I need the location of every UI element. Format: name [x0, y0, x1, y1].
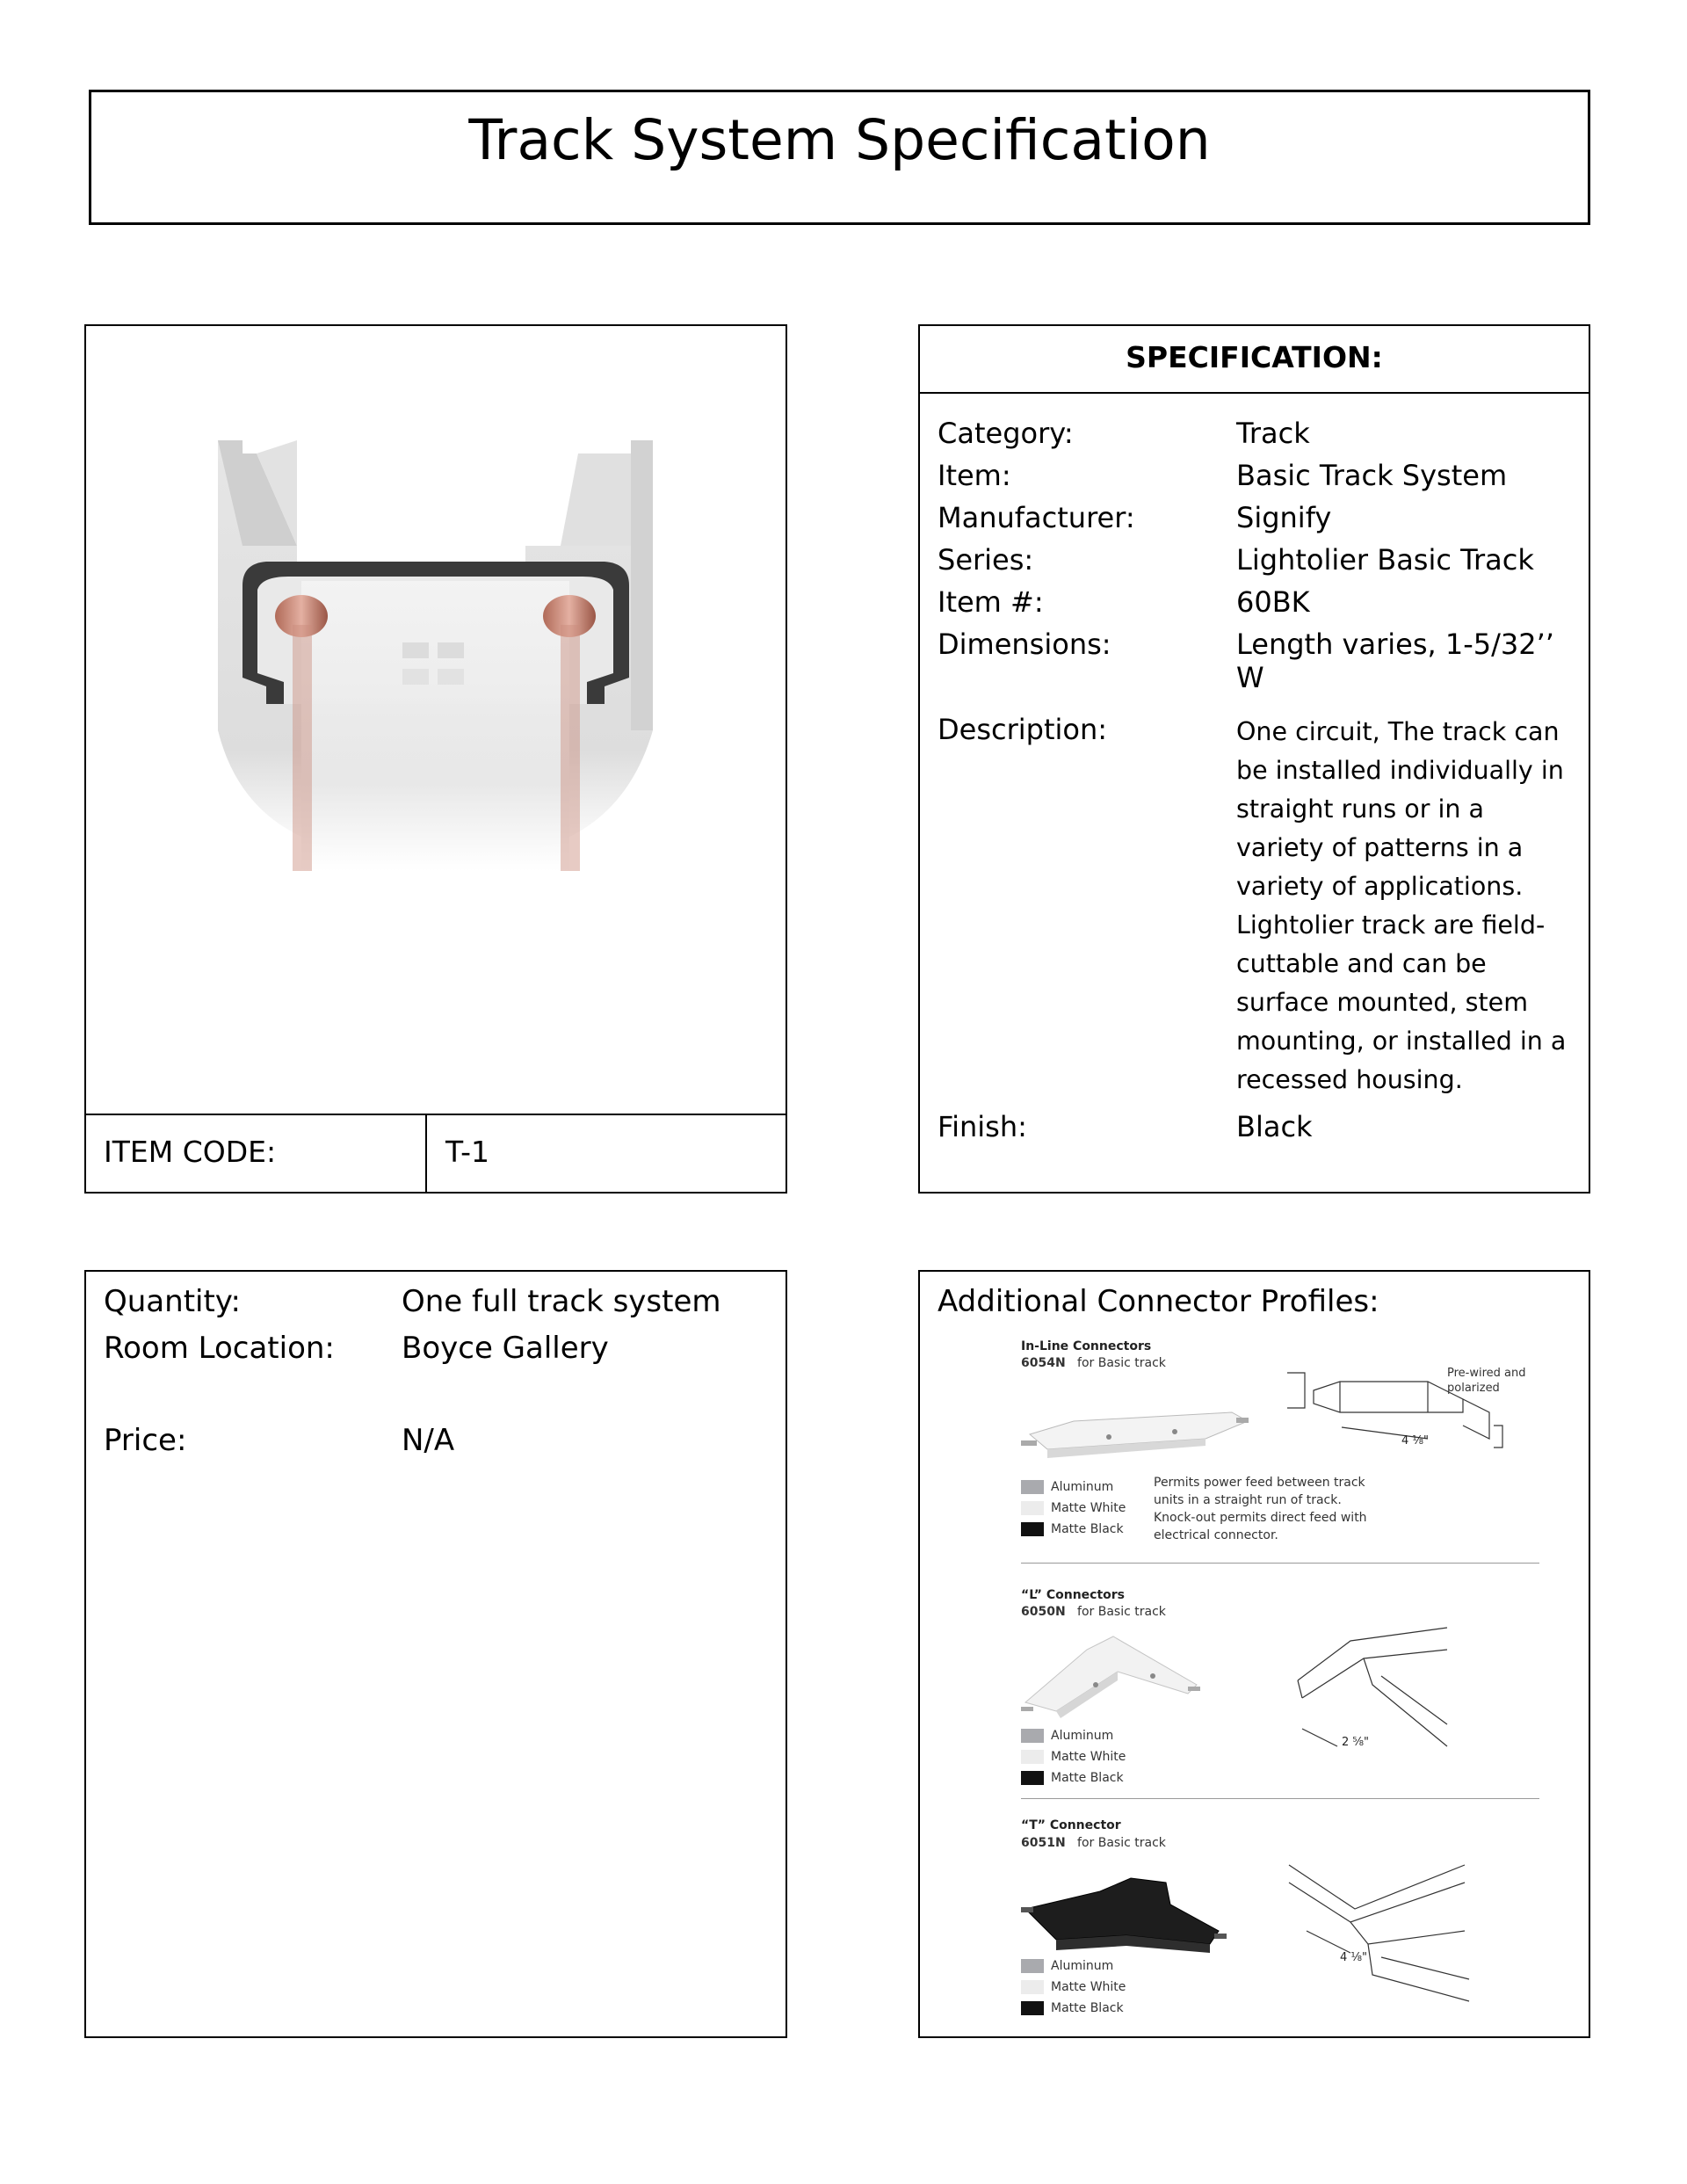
t-finish-aluminum [1021, 1959, 1113, 1977]
page-title: Track System Specification [468, 108, 1211, 172]
l-connector-code: 6050N [1021, 1605, 1066, 1619]
swatch-aluminum [1021, 1480, 1044, 1494]
swatch-matte-white [1021, 1750, 1044, 1764]
swatch-matte-black [1021, 2001, 1044, 2015]
spec-label-manufacturer: Manufacturer: [938, 501, 1135, 534]
section-divider [1021, 1798, 1539, 1799]
finish-label: Aluminum [1051, 1729, 1114, 1743]
t-connector-image [1021, 1865, 1232, 1962]
finish-label: Matte Black [1051, 1771, 1124, 1785]
t-connector-for: for Basic track [1077, 1836, 1166, 1850]
inline-connector-subtitle [1021, 1356, 1166, 1370]
quantity-value: One full track system [402, 1284, 721, 1319]
t-finish-matte-white [1021, 1980, 1126, 1998]
t-finish-matte-black [1021, 2001, 1124, 2019]
inline-finish-aluminum [1021, 1480, 1113, 1498]
track-profile-image [86, 326, 786, 1117]
track-photo [86, 326, 786, 1117]
spec-label-item-number: Item #: [938, 585, 1044, 619]
t-dimension-label: 4 ⅛" [1340, 1951, 1367, 1964]
spec-value-category: Track [1236, 417, 1310, 450]
inline-connector-code: 6054N [1021, 1356, 1066, 1370]
l-connector-drawing [1285, 1623, 1460, 1773]
t-connector-subtitle [1021, 1836, 1166, 1850]
connector-profiles-panel [918, 1270, 1590, 2038]
room-location-label: Room Location: [104, 1331, 335, 1366]
price-label: Price: [104, 1423, 187, 1458]
l-finish-matte-black [1021, 1771, 1124, 1789]
spec-label-dimensions: Dimensions: [938, 628, 1111, 661]
item-code-row [86, 1114, 786, 1192]
t-connector-code: 6051N [1021, 1836, 1066, 1850]
finish-label: Matte Black [1051, 2001, 1124, 2015]
swatch-aluminum [1021, 1729, 1044, 1743]
spec-header: SPECIFICATION: [920, 326, 1589, 394]
room-location-value: Boyce Gallery [402, 1331, 609, 1366]
t-connector-drawing [1285, 1861, 1473, 2010]
spec-label-item: Item: [938, 459, 1011, 492]
spec-value-description: One circuit, The track can be installed individually in straight runs or in a variety of patterns in a variety of applications. Lightolier track are field-cuttable and can be surface mounted, stem mounting, or installed in a recessed housing. [1236, 717, 1567, 1094]
inline-connector-description: Permits power feed between track units in a straight run of track. Knock-out permits direct feed with electrical connector. [1154, 1476, 1367, 1542]
spec-value-item-number: 60BK [1236, 585, 1310, 619]
inline-connector-image [1021, 1395, 1249, 1465]
t-connector-title: “T” Connector [1021, 1818, 1121, 1832]
swatch-matte-white [1021, 1980, 1044, 1994]
product-photo-panel [84, 324, 787, 1194]
spec-value-manufacturer: Signify [1236, 501, 1332, 534]
section-divider [1021, 1563, 1539, 1564]
spec-value-dimensions: Length varies, 1-5/32’’ W [1236, 628, 1554, 694]
finish-label: Matte White [1051, 1501, 1126, 1515]
swatch-matte-white [1021, 1501, 1044, 1515]
l-connector-title: “L” Connectors [1021, 1588, 1126, 1602]
quantity-label: Quantity: [104, 1284, 241, 1319]
finish-label: Matte Black [1051, 1522, 1124, 1536]
inline-dimension-label: 4 ⅛" [1401, 1434, 1429, 1448]
spec-label-description: Description: [938, 713, 1108, 746]
inline-finish-matte-white [1021, 1501, 1126, 1519]
l-dimension-label: 2 ⅝" [1342, 1736, 1369, 1749]
spec-value-finish: Black [1236, 1110, 1313, 1143]
inline-connector-for: for Basic track [1077, 1356, 1166, 1370]
swatch-matte-black [1021, 1522, 1044, 1536]
title-box [89, 90, 1590, 225]
spec-value-series: Lightolier Basic Track [1236, 543, 1534, 577]
inline-prewired-note: Pre-wired and polarized [1447, 1367, 1526, 1395]
l-connector-image [1021, 1623, 1206, 1720]
l-connector-subtitle [1021, 1605, 1166, 1619]
spec-label-finish: Finish: [938, 1110, 1027, 1143]
finish-label: Aluminum [1051, 1480, 1114, 1494]
quantity-panel [84, 1270, 787, 2038]
item-code-label: ITEM CODE: [104, 1135, 277, 1169]
l-finish-aluminum [1021, 1729, 1113, 1746]
item-code-value: T-1 [445, 1135, 490, 1169]
spec-label-category: Category: [938, 417, 1074, 450]
inline-finish-matte-black [1021, 1522, 1124, 1540]
spec-value-item: Basic Track System [1236, 459, 1508, 492]
item-code-divider [425, 1115, 427, 1192]
inline-connector-title: In-Line Connectors [1021, 1339, 1152, 1353]
price-value: N/A [402, 1423, 455, 1458]
swatch-matte-black [1021, 1771, 1044, 1785]
specification-panel [918, 324, 1590, 1194]
l-finish-matte-white [1021, 1750, 1126, 1767]
connector-profiles-title: Additional Connector Profiles: [938, 1284, 1379, 1319]
finish-label: Matte White [1051, 1750, 1126, 1764]
spec-label-series: Series: [938, 543, 1034, 577]
finish-label: Matte White [1051, 1980, 1126, 1994]
swatch-aluminum [1021, 1959, 1044, 1973]
finish-label: Aluminum [1051, 1959, 1114, 1973]
l-connector-for: for Basic track [1077, 1605, 1166, 1619]
